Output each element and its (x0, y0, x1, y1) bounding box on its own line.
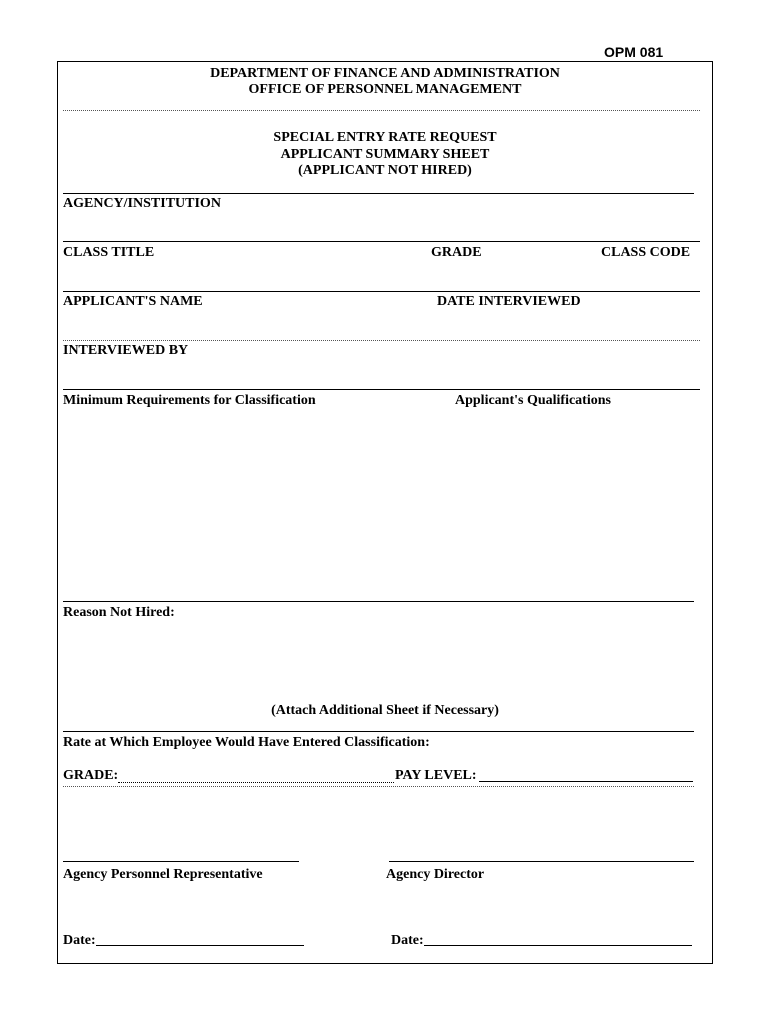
min-requirements-field[interactable] (63, 412, 433, 598)
department-heading: DEPARTMENT OF FINANCE AND ADMINISTRATION (210, 66, 560, 81)
office-heading: OFFICE OF PERSONNEL MANAGEMENT (248, 82, 522, 97)
director-date-field[interactable] (424, 945, 692, 946)
agency-field[interactable] (63, 212, 700, 240)
date-interviewed-label: DATE INTERVIEWED (437, 294, 581, 309)
agency-divider (63, 241, 700, 242)
pay-level-field[interactable] (479, 781, 693, 782)
agency-label: AGENCY/INSTITUTION (63, 196, 221, 211)
class-title-field[interactable] (63, 262, 700, 290)
interviewed-divider (63, 389, 700, 390)
title-divider (63, 193, 694, 194)
applicant-qualifications-label: Applicant's Qualifications (455, 393, 611, 408)
form-title-line-3: (APPLICANT NOT HIRED) (298, 163, 472, 178)
applicant-name-field[interactable] (63, 311, 700, 339)
director-title: Agency Director (386, 867, 485, 882)
interviewed-by-label: INTERVIEWED BY (63, 343, 189, 358)
form-title-line-2: APPLICANT SUMMARY SHEET (280, 147, 490, 162)
header-divider (63, 110, 700, 111)
grade-header-label: GRADE (431, 245, 482, 260)
director-signature-line[interactable] (389, 861, 694, 862)
interviewed-by-field[interactable] (63, 360, 700, 388)
applicant-qualifications-field[interactable] (440, 412, 700, 598)
min-requirements-label: Minimum Requirements for Classification (63, 393, 316, 408)
form-number: OPM 081 (604, 44, 664, 60)
applicant-name-label: APPLICANT'S NAME (63, 294, 203, 309)
director-date-label: Date: (391, 933, 424, 948)
reason-not-hired-label: Reason Not Hired: (63, 605, 175, 620)
form-title-line-1: SPECIAL ENTRY RATE REQUEST (273, 130, 497, 145)
qualifications-divider (63, 601, 694, 602)
class-title-label: CLASS TITLE (63, 245, 155, 260)
personnel-rep-title: Agency Personnel Representative (63, 867, 263, 882)
reason-not-hired-field[interactable] (63, 624, 694, 700)
attach-note: (Attach Additional Sheet if Necessary) (271, 703, 499, 718)
personnel-rep-date-field[interactable] (96, 945, 304, 946)
grade-rate-label: GRADE: (63, 768, 119, 783)
personnel-rep-signature-line[interactable] (63, 861, 299, 862)
class-code-label: CLASS CODE (601, 245, 691, 260)
pay-level-label: PAY LEVEL: (395, 768, 477, 783)
applicant-divider (63, 340, 700, 341)
rate-divider (63, 786, 694, 787)
class-divider (63, 291, 700, 292)
personnel-rep-date-label: Date: (63, 933, 96, 948)
grade-rate-field[interactable] (118, 782, 394, 783)
rate-label: Rate at Which Employee Would Have Entered Classification: (63, 735, 430, 750)
reason-divider (63, 731, 694, 732)
